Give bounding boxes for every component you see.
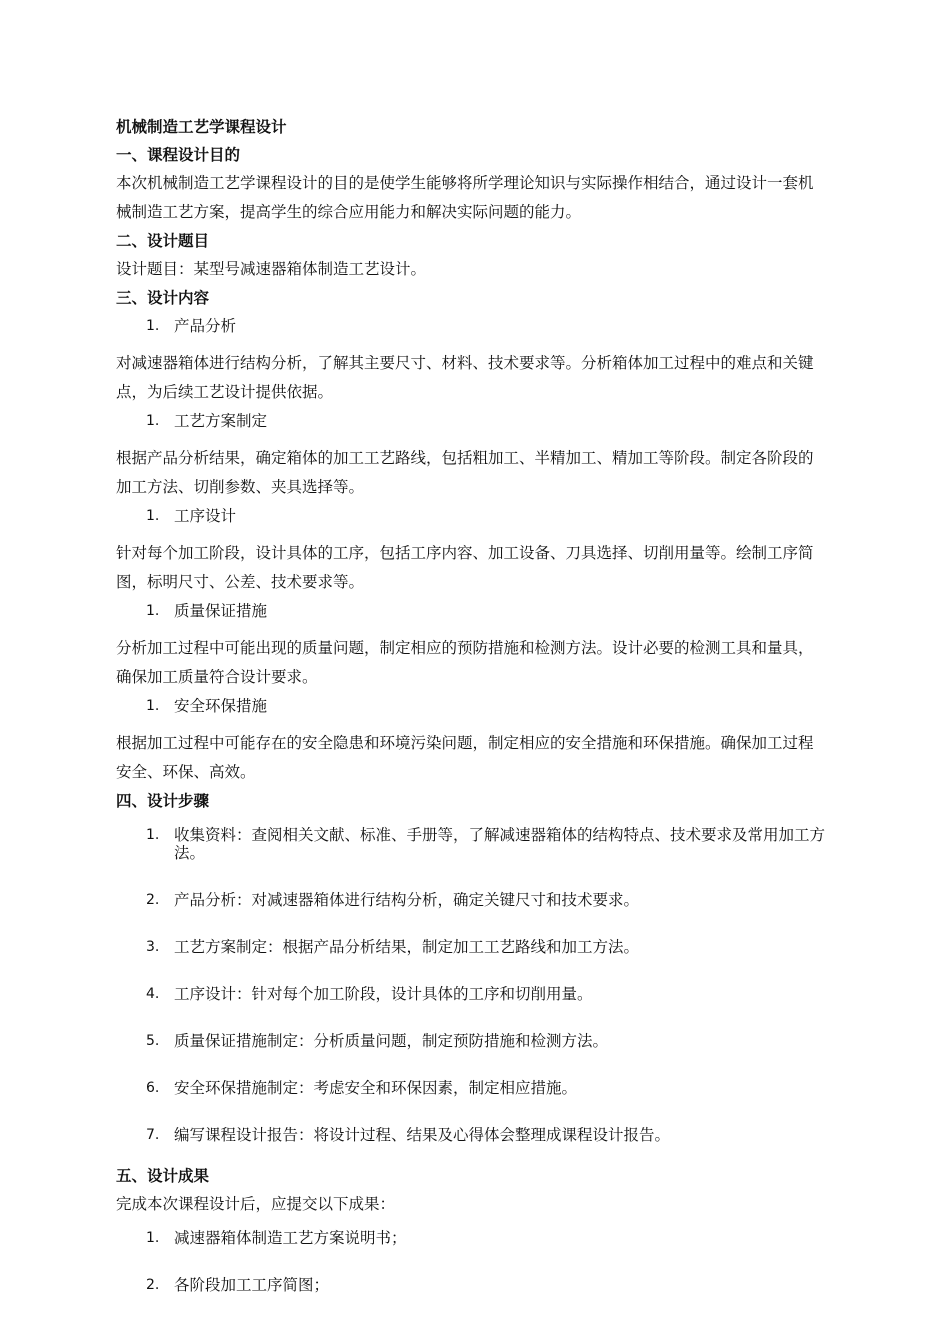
section-text-purpose: 本次机械制造工艺学课程设计的目的是使学生能够将所学理论知识与实际操作相结合，通过设计一套机械制造工艺方案，提高学生的综合应用能力和解决实际问题的能力。: [116, 174, 814, 221]
list-number: 1.: [146, 508, 160, 524]
list-item: [116, 1074, 828, 1102]
content-item-label: [116, 692, 828, 720]
list-item: [116, 933, 828, 961]
section-text-results: 完成本次课程设计后，应提交以下成果：: [116, 1195, 396, 1213]
list-number: 1.: [146, 603, 160, 619]
content-item-text: 根据加工过程中可能存在的安全隐患和环境污染问题，制定相应的安全措施和环保措施。确保加工过程安全、环保、高效。: [116, 734, 814, 781]
results-list: [116, 1224, 828, 1299]
content-item-text: 对减速器箱体进行结构分析，了解其主要尺寸、材料、技术要求等。分析箱体加工过程中的难点和关键点，为后续工艺设计提供依据。: [116, 354, 814, 401]
list-number: 3.: [146, 939, 160, 955]
list-item: [116, 980, 828, 1008]
content-item-label: [116, 502, 828, 530]
content-item-label: [116, 407, 828, 435]
section-heading-purpose: 一、课程设计目的: [116, 146, 241, 164]
step-text: 工序设计：针对每个加工阶段，设计具体的工序和切削用量。: [174, 985, 593, 1003]
step-text: 产品分析：对减速器箱体进行结构分析，确定关键尺寸和技术要求。: [174, 891, 640, 909]
document-title: 机械制造工艺学课程设计: [116, 118, 287, 136]
content-item-label: [116, 312, 828, 340]
step-text: 安全环保措施制定：考虑安全和环保因素，制定相应措施。: [174, 1079, 578, 1097]
content-item-text: 分析加工过程中可能出现的质量问题，制定相应的预防措施和检测方法。设计必要的检测工具和量具，确保加工质量符合设计要求。: [116, 639, 814, 686]
list-number: 1.: [146, 318, 160, 334]
list-item: [116, 1121, 828, 1149]
section-heading-results: 五、设计成果: [116, 1167, 210, 1185]
result-text: 各阶段加工工序简图；: [174, 1276, 330, 1294]
list-number: 2.: [146, 1277, 160, 1293]
step-text: 工艺方案制定：根据产品分析结果，制定加工工艺路线和加工方法。: [174, 938, 640, 956]
list-number: 6.: [146, 1080, 160, 1096]
list-item: [116, 1027, 828, 1055]
section-heading-content: 三、设计内容: [116, 289, 210, 307]
section-heading-topic: 二、设计题目: [116, 232, 210, 250]
section-heading-steps: 四、设计步骤: [116, 792, 210, 810]
content-item-text: 根据产品分析结果，确定箱体的加工工艺路线，包括粗加工、半精加工、精加工等阶段。制定各阶段的加工方法、切削参数、夹具选择等。: [116, 449, 814, 496]
content-item-text: 针对每个加工阶段，设计具体的工序，包括工序内容、加工设备、刀具选择、切削用量等。绘制工序简图，标明尺寸、公差、技术要求等。: [116, 544, 814, 591]
content-item-title: 质量保证措施: [174, 602, 268, 620]
content-item-title: 工艺方案制定: [174, 412, 268, 430]
list-number: 7.: [146, 1127, 160, 1143]
content-item-title: 安全环保措施: [174, 697, 268, 715]
step-text: 收集资料：查阅相关文献、标准、手册等，了解减速器箱体的结构特点、技术要求及常用加工方法。: [174, 826, 826, 862]
content-item-title: 产品分析: [174, 317, 237, 335]
list-number: 1.: [146, 1230, 160, 1246]
document-body: [116, 113, 828, 1299]
content-item-label: [116, 597, 828, 625]
step-text: 质量保证措施制定：分析质量问题，制定预防措施和检测方法。: [174, 1032, 609, 1050]
list-number: 1.: [146, 413, 160, 429]
section-text-topic: 设计题目：某型号减速器箱体制造工艺设计。: [116, 260, 427, 278]
steps-list: [116, 821, 828, 1149]
list-number: 2.: [146, 892, 160, 908]
step-text: 编写课程设计报告：将设计过程、结果及心得体会整理成课程设计报告。: [174, 1126, 671, 1144]
list-item: [116, 1271, 828, 1299]
list-item: [116, 886, 828, 914]
list-number: 4.: [146, 986, 160, 1002]
list-number: 5.: [146, 1033, 160, 1049]
list-number: 1.: [146, 827, 160, 843]
list-item: [116, 821, 828, 867]
result-text: 减速器箱体制造工艺方案说明书；: [174, 1229, 407, 1247]
content-item-title: 工序设计: [174, 507, 237, 525]
list-number: 1.: [146, 698, 160, 714]
list-item: [116, 1224, 828, 1252]
